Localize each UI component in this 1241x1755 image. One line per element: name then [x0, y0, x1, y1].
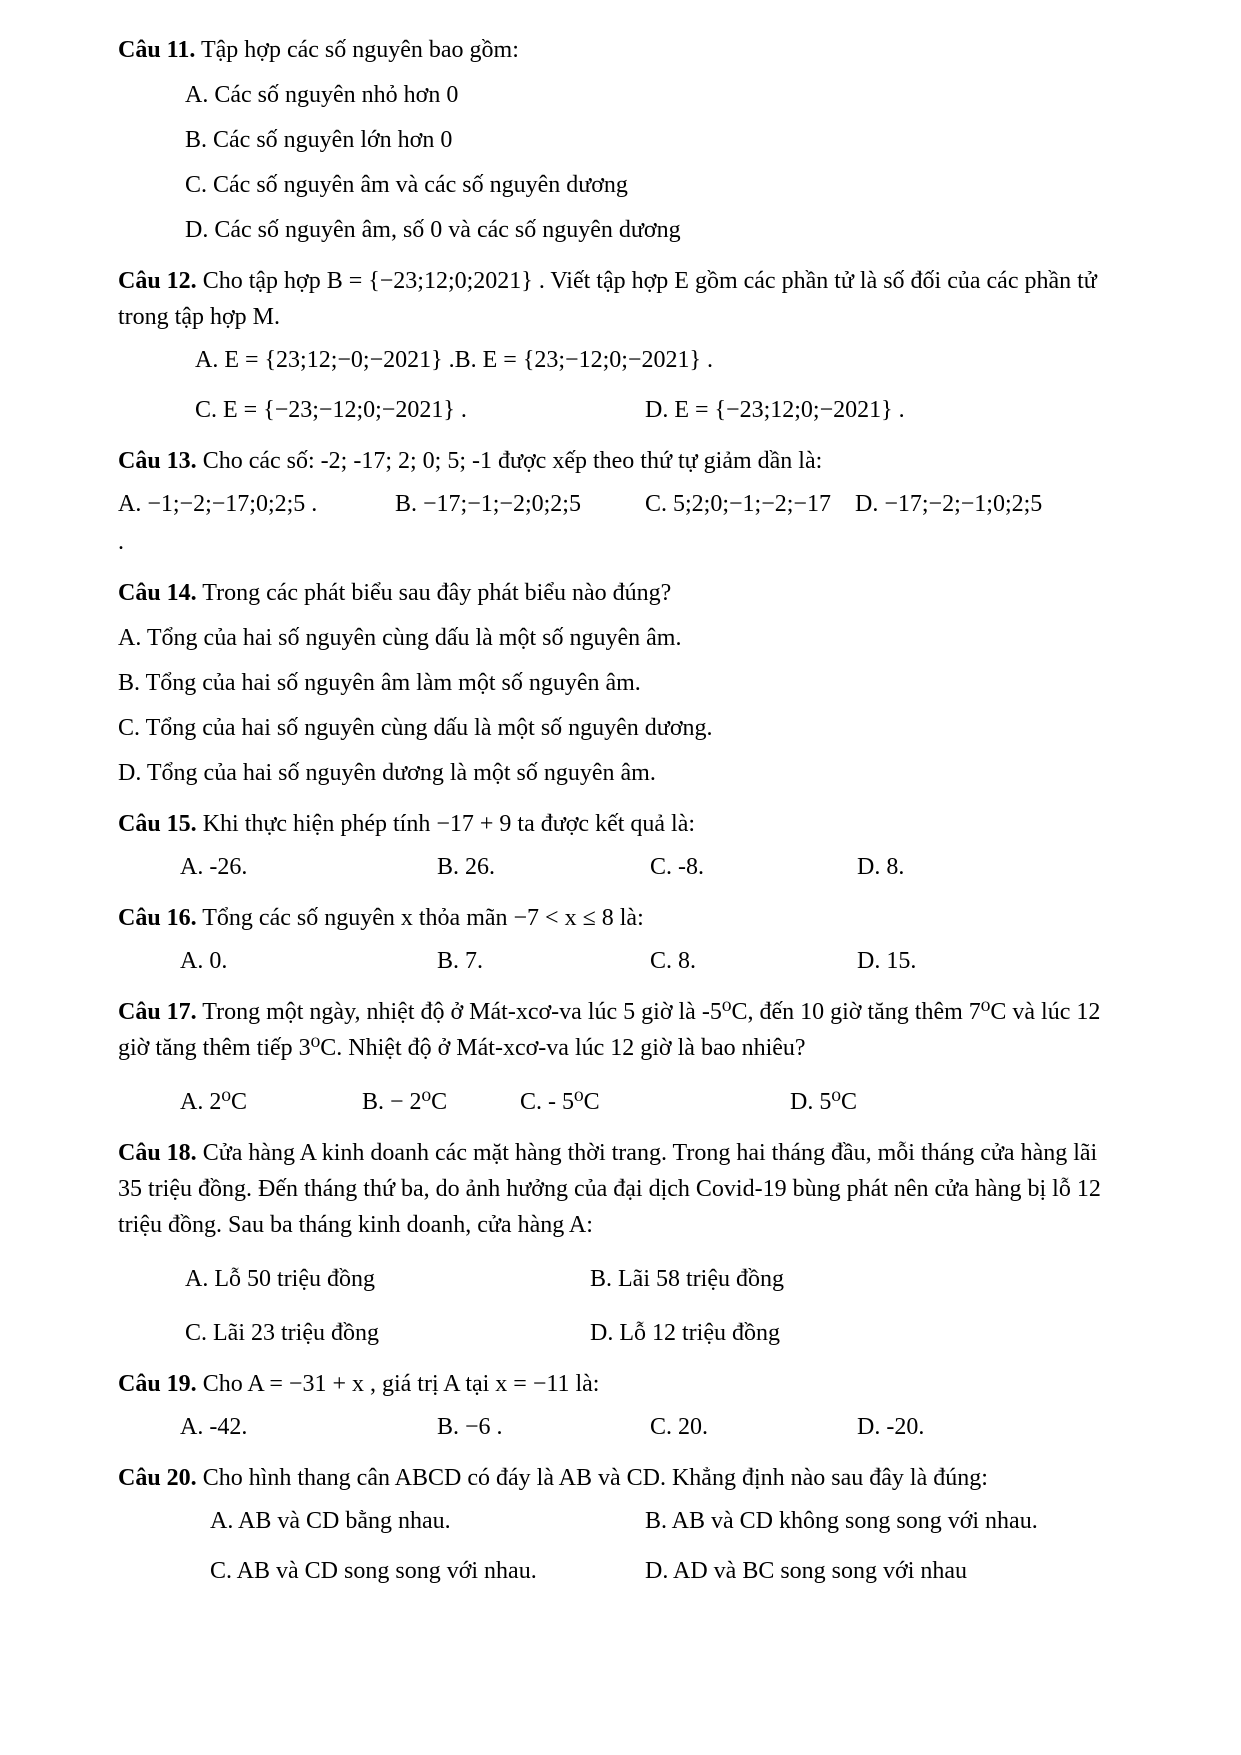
question-17-options-row — [180, 1084, 1126, 1120]
question-18-options-row-2 — [185, 1315, 1126, 1351]
question-15-label: Câu 15. — [118, 811, 197, 837]
question-15-option-d: D. 8. — [857, 854, 905, 880]
question-17-text: Trong một ngày, nhiệt độ ở Mát-xcơ-va lúc 5 giờ là -5⁰C, đến 10 giờ tăng thêm 7⁰C và lúc 12 giờ tăng thêm tiếp 3⁰C. Nhiệt độ ở Mát-xcơ-va lúc 12 giờ là bao nhiêu? — [118, 999, 1101, 1061]
question-16 — [118, 900, 1126, 979]
question-18-option-b: B. Lãi 58 triệu đồng — [590, 1266, 784, 1292]
question-17-label: Câu 17. — [118, 999, 197, 1025]
question-13-label: Câu 13. — [118, 448, 197, 474]
question-11-label: Câu 11. — [118, 37, 196, 63]
question-17-option-b: B. − 2⁰C — [362, 1089, 448, 1115]
question-19-option-c: C. 20. — [650, 1414, 709, 1440]
question-20-stem — [118, 1460, 1126, 1496]
question-20-options-row-1 — [210, 1503, 1126, 1539]
question-15-stem — [118, 806, 1126, 842]
question-20-option-b: B. AB và CD không song song với nhau. — [645, 1508, 1038, 1534]
question-20-text: Cho hình thang cân ABCD có đáy là AB và CD. Khẳng định nào sau đây là đúng: — [202, 1465, 988, 1491]
question-19-option-a: A. -42. — [180, 1414, 248, 1440]
question-13-trailing-dot: . — [118, 529, 124, 555]
question-18-stem — [118, 1135, 1126, 1243]
question-16-option-d: D. 15. — [857, 948, 917, 974]
question-13-option-b: B. −17;−1;−2;0;2;5 — [395, 491, 581, 517]
question-19-option-b: B. −6 . — [437, 1414, 503, 1440]
question-16-stem — [118, 900, 1126, 936]
question-18-label: Câu 18. — [118, 1140, 197, 1166]
question-19 — [118, 1366, 1126, 1445]
question-13 — [118, 443, 1126, 560]
question-16-option-b: B. 7. — [437, 948, 484, 974]
question-12-option-d: D. E = {−23;12;0;−2021} . — [645, 397, 905, 423]
question-20-option-d: D. AD và BC song song với nhau — [645, 1558, 968, 1584]
question-14-option-a: A. Tổng của hai số nguyên cùng dấu là một số nguyên âm. — [118, 625, 682, 651]
question-19-options-row — [180, 1409, 1126, 1445]
question-20 — [118, 1460, 1126, 1589]
question-17-option-d: D. 5⁰C — [790, 1089, 857, 1115]
question-12-label: Câu 12. — [118, 268, 197, 294]
question-16-label: Câu 16. — [118, 905, 197, 931]
question-16-option-a: A. 0. — [180, 948, 228, 974]
question-12-text: Cho tập hợp B = {−23;12;0;2021} . Viết tập hợp E gồm các phần tử là số đối của các phần tử trong tập hợp M. — [118, 268, 1097, 330]
question-18 — [118, 1135, 1126, 1351]
question-16-options-row — [180, 943, 1126, 979]
question-11-stem — [118, 32, 1126, 68]
question-15-text: Khi thực hiện phép tính −17 + 9 ta được kết quả là: — [202, 811, 696, 837]
question-19-text: Cho A = −31 + x , giá trị A tại x = −11 là: — [202, 1371, 600, 1397]
question-15-option-c: C. -8. — [650, 854, 704, 880]
question-11-option-d: D. Các số nguyên âm, số 0 và các số nguyên dương — [185, 217, 681, 243]
question-13-option-a: A. −1;−2;−17;0;2;5 . — [118, 491, 318, 517]
question-18-options-row-1 — [185, 1261, 1126, 1297]
question-12-options-row-2 — [195, 392, 1126, 428]
question-11-option-a: A. Các số nguyên nhỏ hơn 0 — [185, 82, 459, 108]
question-14-option-b: B. Tổng của hai số nguyên âm làm một số nguyên âm. — [118, 670, 641, 696]
question-12-option-b: B. E = {23;−12;0;−2021} . — [454, 347, 713, 373]
question-18-text: Cửa hàng A kinh doanh các mặt hàng thời trang. Trong hai tháng đầu, mỗi tháng cửa hàng lãi 35 triệu đồng. Đến tháng thứ ba, do ảnh hưởng của đại dịch Covid-19 bùng phát nên cửa hàng bị lỗ 12 triệu đồng. Sau ba tháng kinh doanh, cửa hàng A: — [118, 1140, 1101, 1238]
question-19-option-d: D. -20. — [857, 1414, 925, 1440]
question-19-label: Câu 19. — [118, 1371, 197, 1397]
question-17-stem — [118, 994, 1126, 1066]
question-19-stem — [118, 1366, 1126, 1402]
question-20-option-c: C. AB và CD song song với nhau. — [210, 1558, 537, 1584]
question-20-option-a: A. AB và CD bằng nhau. — [210, 1508, 451, 1534]
question-17-option-c: C. - 5⁰C — [520, 1089, 600, 1115]
question-20-label: Câu 20. — [118, 1465, 197, 1491]
question-14 — [118, 575, 1126, 791]
question-18-option-c: C. Lãi 23 triệu đồng — [185, 1320, 379, 1346]
question-14-stem — [118, 575, 1126, 611]
question-14-option-c: C. Tổng của hai số nguyên cùng dấu là một số nguyên dương. — [118, 715, 713, 741]
question-12-options-row-1 — [195, 342, 1126, 378]
question-15-option-b: B. 26. — [437, 854, 496, 880]
question-12-stem — [118, 263, 1126, 335]
question-15-options-row — [180, 849, 1126, 885]
question-13-options-row — [118, 486, 1126, 522]
question-15 — [118, 806, 1126, 885]
question-12-option-a: A. E = {23;12;−0;−2021} . — [195, 347, 455, 373]
question-16-text: Tổng các số nguyên x thỏa mãn −7 < x ≤ 8 là: — [202, 905, 644, 931]
question-12 — [118, 263, 1126, 428]
question-12-option-c: C. E = {−23;−12;0;−2021} . — [195, 397, 467, 423]
question-13-option-c: C. 5;2;0;−1;−2;−17 — [645, 491, 831, 517]
question-18-option-d: D. Lỗ 12 triệu đồng — [590, 1320, 780, 1346]
question-14-label: Câu 14. — [118, 580, 197, 606]
question-11-option-c: C. Các số nguyên âm và các số nguyên dương — [185, 172, 628, 198]
question-14-option-d: D. Tổng của hai số nguyên dương là một số nguyên âm. — [118, 760, 656, 786]
question-20-options-row-2 — [210, 1553, 1126, 1589]
question-18-option-a: A. Lỗ 50 triệu đồng — [185, 1266, 375, 1292]
question-13-stem — [118, 443, 1126, 479]
question-17-option-a: A. 2⁰C — [180, 1089, 247, 1115]
question-13-option-d: D. −17;−2;−1;0;2;5 — [855, 491, 1043, 517]
question-14-text: Trong các phát biểu sau đây phát biểu nào đúng? — [202, 580, 672, 606]
question-17 — [118, 994, 1126, 1120]
question-11-text: Tập hợp các số nguyên bao gồm: — [200, 37, 519, 63]
question-13-text: Cho các số: -2; -17; 2; 0; 5; -1 được xếp theo thứ tự giảm dần là: — [202, 448, 823, 474]
question-16-option-c: C. 8. — [650, 948, 697, 974]
question-15-option-a: A. -26. — [180, 854, 248, 880]
question-11-option-b: B. Các số nguyên lớn hơn 0 — [185, 127, 453, 153]
question-11 — [118, 32, 1126, 248]
